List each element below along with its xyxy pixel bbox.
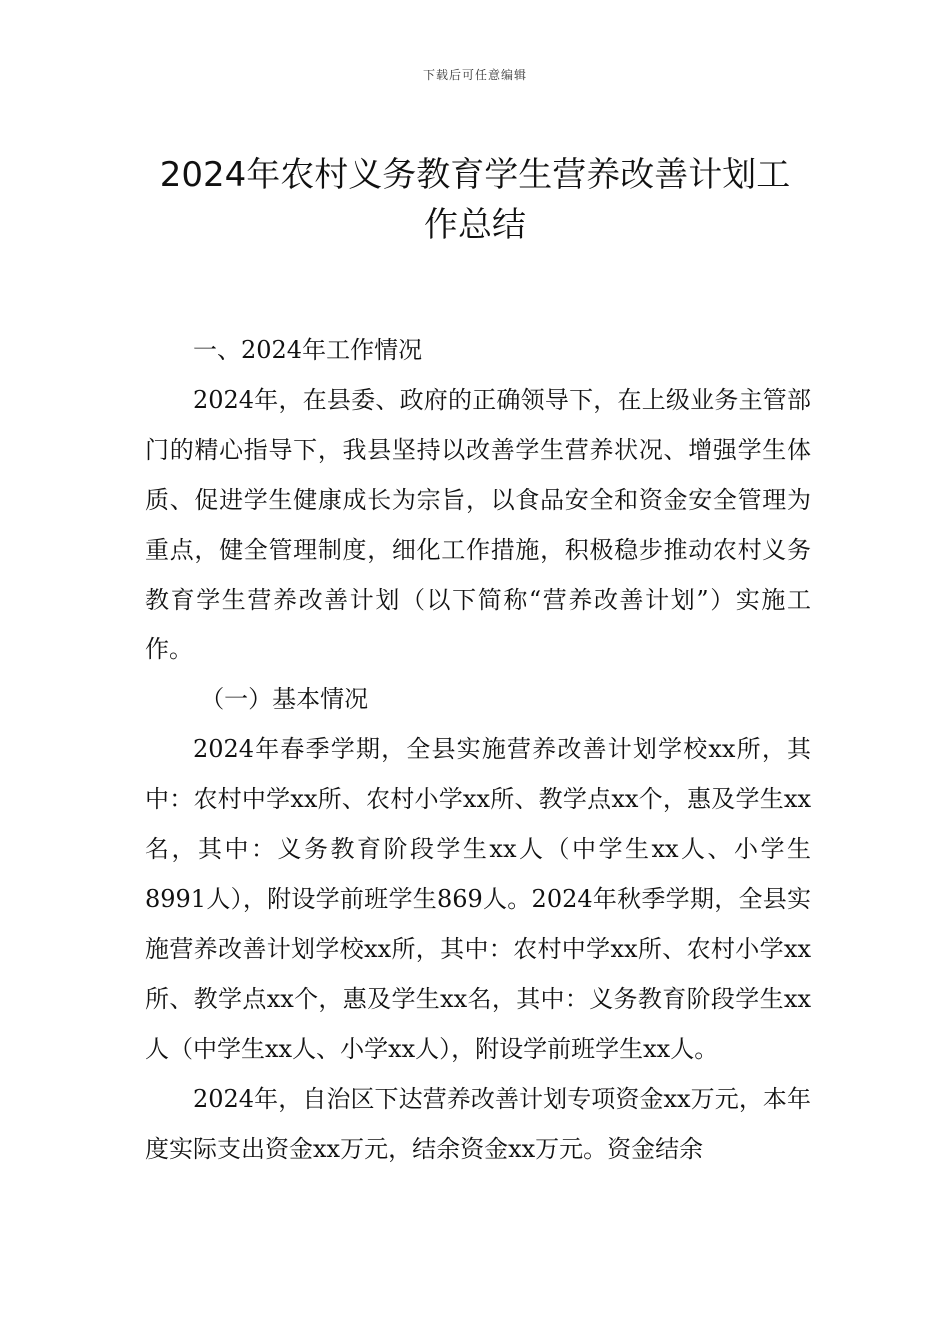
title-line-2: 作总结 [424,205,526,245]
title-line-1: 2024年农村义务教育学生营养改善计划工 [159,155,791,195]
paragraph: 2024年，自治区下达营养改善计划专项资金xx万元，本年度实际支出资金xx万元，结余资金xx万元。资金结余 [145,1084,811,1163]
paragraph: 2024年，在县委、政府的正确领导下，在上级业务主管部门的精心指导下，我县坚持以改善学生营养状况、增强学生体质、促进学生健康成长为宗旨，以食品安全和资金安全管理为重点，健全管理制度，细化工作措施，积极稳步推动农村义务教育学生营养改善计划（以下简称“营养改善计划”）实施工作。 [145,385,811,664]
section-heading: 一、2024年工作情况 [193,336,423,364]
document-title [130,150,820,250]
paragraph: 2024年春季学期，全县实施营养改善计划学校xx所，其中：农村中学xx所、农村小学xx所、教学点xx个，惠及学生xx名，其中：义务教育阶段学生xx人（中学生xx人、小学生8991人），附设学前班学生869人。2024年秋季学期，全县实施营养改善计划学校xx所，其中：农村中学xx所、农村小学xx所、教学点xx个，惠及学生xx名，其中：义务教育阶段学生xx人（中学生xx人、小学xx人），附设学前班学生xx人。 [145,735,811,1063]
document-body [145,326,811,1174]
header-note: 下载后可任意编辑 [422,68,527,82]
subsection-heading: （一）基本情况 [200,685,369,714]
